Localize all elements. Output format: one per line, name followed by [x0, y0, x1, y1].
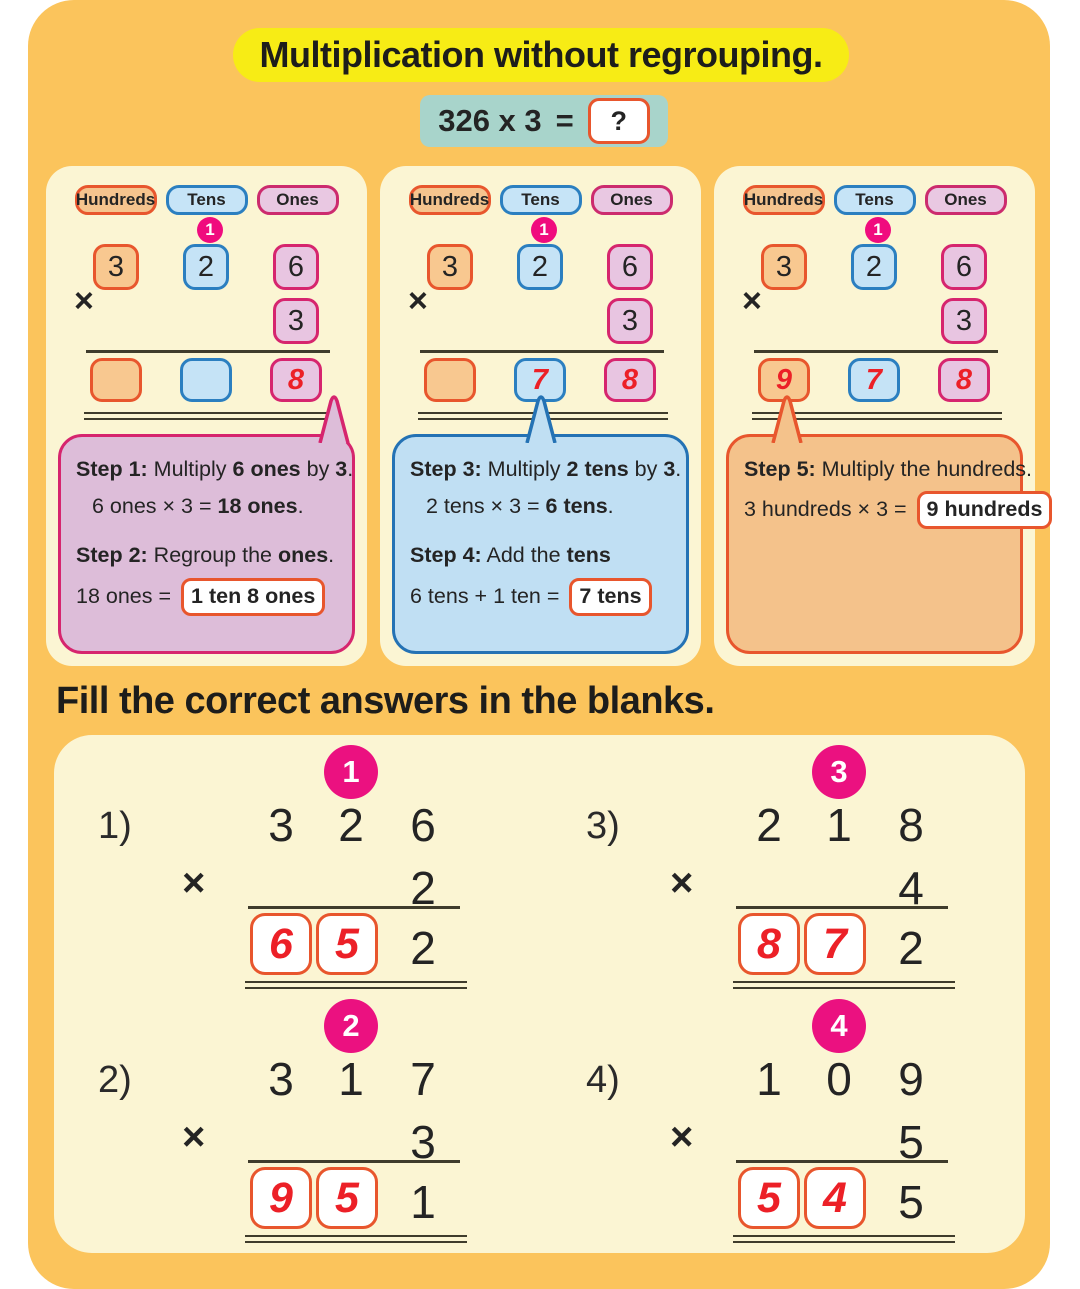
- times-sign: ×: [670, 861, 694, 905]
- multiplier-digit: 3: [607, 298, 653, 344]
- problem-label: 2): [98, 1059, 132, 1101]
- result-ones-digit: 8: [938, 358, 990, 402]
- times-sign: ×: [182, 861, 206, 905]
- tens-digit: 2: [183, 244, 229, 290]
- step-line: Step 1: Multiply 6 ones by 3.: [76, 457, 354, 481]
- times-sign: ×: [408, 282, 428, 320]
- answer-box-tens[interactable]: 7: [804, 913, 866, 975]
- column-headers: [380, 185, 701, 215]
- hundreds-header: Hundreds: [743, 185, 825, 215]
- hundreds-digit: 3: [93, 244, 139, 290]
- example-panel-1: [46, 166, 367, 666]
- step-line: 2 tens × 3 = 6 tens.: [426, 494, 614, 519]
- ones-header: Ones: [925, 185, 1007, 215]
- times-sign: ×: [182, 1115, 206, 1159]
- problem-label: 1): [98, 805, 132, 847]
- answer-box[interactable]: 1 ten 8 ones: [181, 578, 325, 616]
- times-sign: ×: [670, 1115, 694, 1159]
- carry-badge: 3: [812, 745, 866, 799]
- example-panels: [46, 166, 1043, 666]
- sum-line: [736, 1160, 948, 1163]
- answer-box[interactable]: 9 hundreds: [917, 491, 1053, 529]
- answer-box[interactable]: 7 tens: [569, 578, 651, 616]
- bubble-pointer: [312, 395, 356, 443]
- step-line: 6 ones × 3 = 18 ones.: [92, 494, 304, 519]
- tens-digit: 1: [826, 799, 852, 851]
- sum-line: [420, 350, 664, 353]
- multiplier-digit: 3: [941, 298, 987, 344]
- result-tens-digit: 7: [514, 358, 566, 402]
- step-line-text: 3 hundreds × 3 =: [744, 497, 913, 522]
- sum-line: [86, 350, 330, 353]
- bubble-pointer: [765, 395, 809, 443]
- problem-2: [90, 997, 530, 1249]
- step-line: Step 2: Regroup the ones.: [76, 543, 335, 568]
- hundreds-digit: 3: [761, 244, 807, 290]
- equation-equals: =: [555, 103, 574, 138]
- tens-digit: 1: [338, 1053, 364, 1105]
- sum-line: [754, 350, 998, 353]
- hundreds-digit: 3: [268, 799, 294, 851]
- problem-3: [578, 743, 1018, 995]
- step-line-text: 6 tens + 1 ten =: [410, 583, 566, 608]
- ones-header: Ones: [591, 185, 673, 215]
- result-hundreds-blank[interactable]: [424, 358, 476, 402]
- double-line: [245, 1235, 467, 1243]
- step-bubble-1: [58, 434, 355, 654]
- result-row: [71, 358, 341, 402]
- ones-digit: 6: [941, 244, 987, 290]
- step-bubble-2: [392, 434, 689, 654]
- carry-badge: 1: [531, 217, 557, 243]
- hundreds-header: Hundreds: [75, 185, 157, 215]
- sum-line: [736, 906, 948, 909]
- practice-heading: Fill the correct answers in the blanks.: [56, 680, 715, 722]
- multiplier-digit: 3: [410, 1116, 436, 1168]
- multiplier-digit: 3: [273, 298, 319, 344]
- worksheet-background: [28, 0, 1050, 1289]
- ones-digit: 8: [898, 799, 924, 851]
- answer-ones-digit: 2: [410, 922, 436, 974]
- equation-answer-box[interactable]: ?: [588, 98, 650, 144]
- result-hundreds-digit: 9: [758, 358, 810, 402]
- hundreds-header: Hundreds: [409, 185, 491, 215]
- ones-digit: 7: [410, 1053, 436, 1105]
- step-line: [76, 578, 339, 616]
- tens-header: Tens: [166, 185, 248, 215]
- double-line: [245, 981, 467, 989]
- step-line: [744, 491, 1043, 529]
- multiplier-digit: 5: [898, 1116, 924, 1168]
- multiplicand-row: [405, 244, 675, 290]
- problem-label: 3): [586, 805, 620, 847]
- step-line: Step 4: Add the tens: [410, 543, 611, 568]
- step-bubble-3: [726, 434, 1043, 654]
- hundreds-digit: 2: [756, 799, 782, 851]
- multiplier-digit: 4: [898, 862, 924, 914]
- carry-badge: 1: [865, 217, 891, 243]
- result-ones-digit: 8: [604, 358, 656, 402]
- result-tens-digit: 7: [848, 358, 900, 402]
- equation-bar: [420, 95, 668, 147]
- double-line: [84, 412, 334, 420]
- hundreds-digit: 3: [268, 1053, 294, 1105]
- step-line: [410, 578, 673, 616]
- carry-badge: 1: [197, 217, 223, 243]
- answer-box-hundreds[interactable]: 6: [250, 913, 312, 975]
- multiplicand-row: [739, 244, 1009, 290]
- times-sign: ×: [74, 282, 94, 320]
- carry-badge: 2: [324, 999, 378, 1053]
- answer-ones-digit: 5: [898, 1176, 924, 1228]
- sum-line: [248, 1160, 460, 1163]
- multiplier-row: [405, 298, 675, 344]
- tens-header: Tens: [500, 185, 582, 215]
- result-hundreds-blank[interactable]: [90, 358, 142, 402]
- ones-header: Ones: [257, 185, 339, 215]
- tens-digit: 2: [517, 244, 563, 290]
- double-line: [733, 981, 955, 989]
- answer-box-hundreds[interactable]: 5: [738, 1167, 800, 1229]
- answer-box-hundreds[interactable]: 8: [738, 913, 800, 975]
- sum-line: [248, 906, 460, 909]
- example-panel-2: [380, 166, 701, 666]
- answer-box-tens[interactable]: 5: [316, 913, 378, 975]
- result-tens-blank[interactable]: [180, 358, 232, 402]
- answer-ones-digit: 1: [410, 1176, 436, 1228]
- column-headers: [714, 185, 1035, 215]
- answer-box-tens[interactable]: 5: [316, 1167, 378, 1229]
- multiplier-digit: 2: [410, 862, 436, 914]
- problem-1: [90, 743, 530, 995]
- hundreds-digit: 1: [756, 1053, 782, 1105]
- tens-digit: 2: [851, 244, 897, 290]
- ones-digit: 9: [898, 1053, 924, 1105]
- step-line-text: 18 ones =: [76, 583, 178, 608]
- problem-label: 4): [586, 1059, 620, 1101]
- multiplier-row: [739, 298, 1009, 344]
- step-line: Step 5: Multiply the hundreds.: [744, 457, 1032, 481]
- multiplier-row: [71, 298, 341, 344]
- carry-badge: 4: [812, 999, 866, 1053]
- times-sign: ×: [742, 282, 762, 320]
- tens-digit: 0: [826, 1053, 852, 1105]
- ones-digit: 6: [410, 799, 436, 851]
- page-title: Multiplication without regrouping.: [233, 28, 849, 82]
- column-headers: [46, 185, 367, 215]
- bubble-pointer: [519, 395, 563, 443]
- practice-panel: [54, 735, 1025, 1253]
- ones-digit: 6: [273, 244, 319, 290]
- tens-header: Tens: [834, 185, 916, 215]
- multiplicand-row: [71, 244, 341, 290]
- answer-box-hundreds[interactable]: 9: [250, 1167, 312, 1229]
- hundreds-digit: 3: [427, 244, 473, 290]
- ones-digit: 6: [607, 244, 653, 290]
- carry-badge: 1: [324, 745, 378, 799]
- step-line: Step 3: Multiply 2 tens by 3.: [410, 457, 682, 481]
- result-ones-digit: 8: [270, 358, 322, 402]
- example-panel-3: [714, 166, 1043, 666]
- double-line: [733, 1235, 955, 1243]
- equation-expression: 326 x 3: [438, 103, 542, 138]
- tens-digit: 2: [338, 799, 364, 851]
- problem-4: [578, 997, 1018, 1249]
- answer-ones-digit: 2: [898, 922, 924, 974]
- answer-box-tens[interactable]: 4: [804, 1167, 866, 1229]
